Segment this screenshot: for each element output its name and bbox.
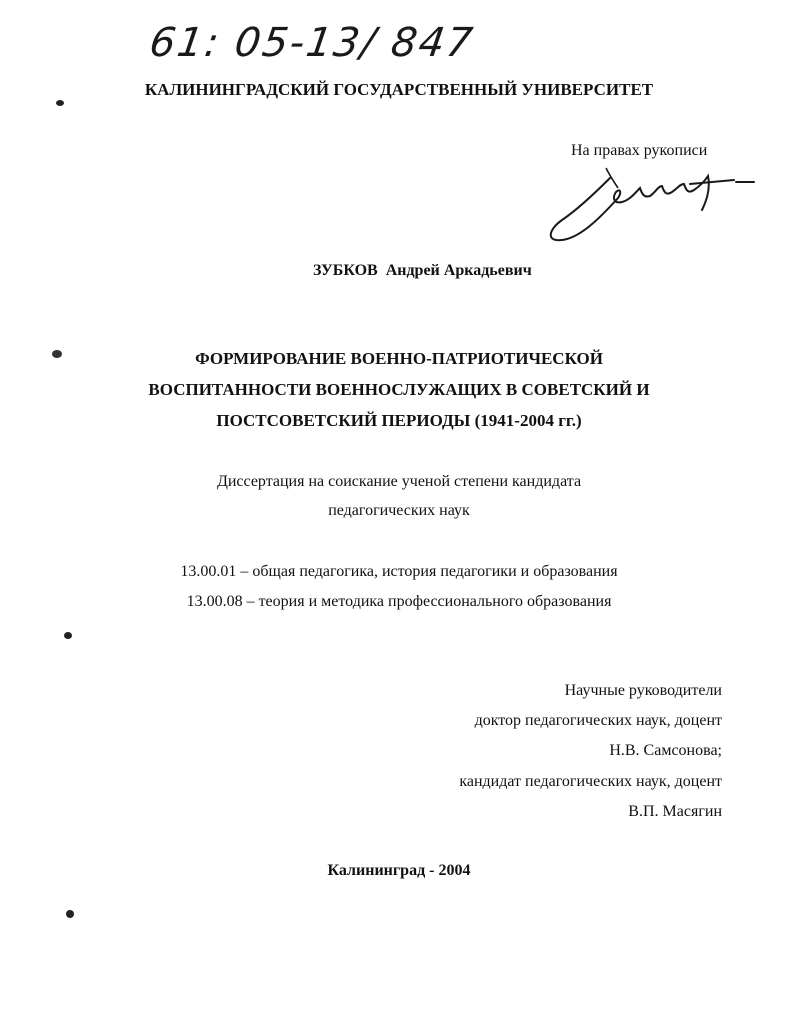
specialty-line: 13.00.08 – теория и методика профессионального образования	[186, 593, 612, 610]
author-surname: ЗУБКОВ	[313, 262, 378, 279]
manuscript-note: На правах рукописи	[571, 142, 708, 159]
city-year: Калининград - 2004	[327, 862, 471, 879]
scan-speck	[52, 350, 62, 358]
archive-number: 61: 05-13/ 847	[146, 20, 478, 66]
title-line: ПОСТСОВЕТСКИЙ ПЕРИОДЫ (1941-2004 гг.)	[216, 411, 582, 430]
supervisor-line: доктор педагогических наук, доцент	[474, 712, 722, 729]
scan-speck	[56, 100, 64, 106]
author-name	[313, 262, 532, 280]
degree-line: педагогических наук	[328, 502, 470, 519]
supervisors-heading: Научные руководители	[564, 682, 722, 699]
author-given-names: Андрей Аркадьевич	[385, 262, 532, 279]
scan-speck	[64, 632, 72, 639]
title-line: ФОРМИРОВАНИЕ ВОЕННО-ПАТРИОТИЧЕСКОЙ	[195, 349, 603, 368]
specialty-line: 13.00.01 – общая педагогика, история педагогики и образования	[180, 563, 618, 580]
university-name: КАЛИНИНГРАДСКИЙ ГОСУДАРСТВЕННЫЙ УНИВЕРСИТЕТ	[144, 80, 654, 99]
supervisor-line: кандидат педагогических наук, доцент	[459, 773, 722, 790]
supervisor-line: Н.В. Самсонова;	[609, 742, 722, 759]
signature-icon	[540, 158, 760, 248]
supervisor-line: В.П. Масягин	[628, 803, 722, 820]
degree-line: Диссертация на соискание ученой степени кандидата	[216, 473, 582, 490]
scan-speck	[66, 910, 74, 918]
title-line: ВОСПИТАННОСТИ ВОЕННОСЛУЖАЩИХ В СОВЕТСКИЙ И	[148, 380, 650, 399]
